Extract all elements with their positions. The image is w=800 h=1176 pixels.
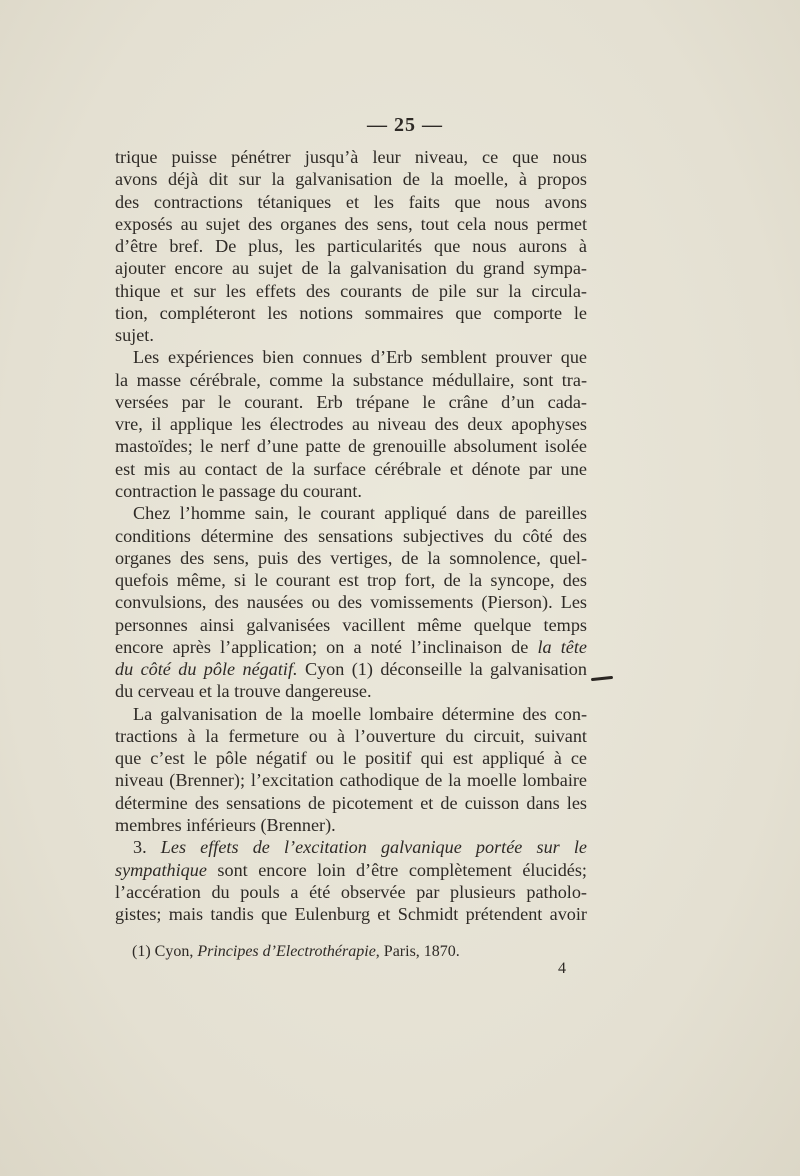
page-number: — 25 — <box>367 114 443 136</box>
italic-text: du côté du pôle négatif. <box>115 659 298 680</box>
footnote-title: Principes d’Electrothérapie <box>197 943 376 960</box>
text-line: conditions détermine des sensations subjectives du côté des <box>115 525 587 546</box>
text-line: d’être bref. De plus, les particularités que nous aurons à <box>115 236 587 257</box>
footnote-ref: (1) Cyon, <box>132 943 198 960</box>
text-line <box>115 636 587 658</box>
text-line: exposés au sujet des organes des sens, tout cela nous permet <box>115 213 587 234</box>
text-line: la masse cérébrale, comme la substance médullaire, sont tra- <box>115 369 587 390</box>
margin-ink-mark <box>591 676 613 681</box>
text-line <box>115 658 587 680</box>
text-run: encore après l’application; on a noté l’inclinaison de <box>115 636 538 657</box>
text-line: tractions à la fermeture ou à l’ouverture du circuit, suivant <box>115 725 587 746</box>
text-line: vre, il applique les électrodes au niveau des deux apophyses <box>115 414 587 435</box>
text-line: contraction le passage du courant. <box>115 480 362 501</box>
text-line: versées par le courant. Erb trépane le crâne d’un cada- <box>115 391 587 412</box>
text-line: quefois même, si le courant est trop fort, de la syncope, des <box>115 570 587 591</box>
italic-text: la tête <box>537 636 587 657</box>
text-line: sujet. <box>115 325 154 346</box>
text-line: l’accération du pouls a été observée par plusieurs patholo- <box>115 881 587 902</box>
text-line: membres inférieurs (Brenner). <box>115 814 336 835</box>
text-line <box>115 836 587 858</box>
text-line: tion, compléteront les notions sommaires que comporte le <box>115 302 587 323</box>
footnote-tail: , Paris, 1870. <box>375 943 460 960</box>
text-run: sont encore loin d’être complètement élucidés; <box>206 859 587 880</box>
text-line: du cerveau et la trouve dangereuse. <box>115 681 372 702</box>
text-line: ajouter encore au sujet de la galvanisation du grand sympa- <box>115 258 587 279</box>
signature-mark: 4 <box>558 960 566 977</box>
italic-text: sympathique <box>115 859 207 880</box>
text-line: des contractions tétaniques et les faits que nous avons <box>115 191 587 212</box>
text-line: convulsions, des nausées ou des vomissements (Pierson). Les <box>115 592 587 613</box>
body-text <box>115 146 587 925</box>
text-line: La galvanisation de la moelle lombaire détermine des con- <box>133 703 587 724</box>
text-line <box>115 859 587 881</box>
text-line: Chez l’homme sain, le courant appliqué dans de pareilles <box>133 503 587 524</box>
text-run: Cyon (1) déconseille la galvanisation <box>297 659 587 680</box>
text-line: niveau (Brenner); l’excitation cathodique de la moelle lombaire <box>115 770 587 791</box>
text-line: thique et sur les effets des courants de pile sur la circula- <box>115 280 587 301</box>
text-line: mastoïdes; le nerf d’une patte de grenouille absolument isolée <box>115 436 587 457</box>
text-line: Les expériences bien connues d’Erb semblent prouver que <box>133 347 587 368</box>
text-line: personnes ainsi galvanisées vacillent même quelque temps <box>115 614 587 635</box>
footnote <box>132 943 460 961</box>
italic-text: Les effets de l’excitation galvanique portée sur le <box>160 837 587 858</box>
text-line: gistes; mais tandis que Eulenburg et Schmidt prétendent avoir <box>115 904 587 925</box>
text-line: trique puisse pénétrer jusqu’à leur niveau, ce que nous <box>115 147 587 167</box>
section-number: 3. <box>133 837 161 858</box>
text-line: détermine des sensations de picotement et de cuisson dans les <box>115 792 587 813</box>
text-line: avons déjà dit sur la galvanisation de la moelle, à propos <box>115 169 587 190</box>
text-line: organes des sens, puis des vertiges, de la somnolence, quel- <box>115 547 587 568</box>
text-line: que c’est le pôle négatif ou le positif qui est appliqué à ce <box>115 748 587 769</box>
text-line: est mis au contact de la surface cérébrale et dénote par une <box>115 458 587 479</box>
